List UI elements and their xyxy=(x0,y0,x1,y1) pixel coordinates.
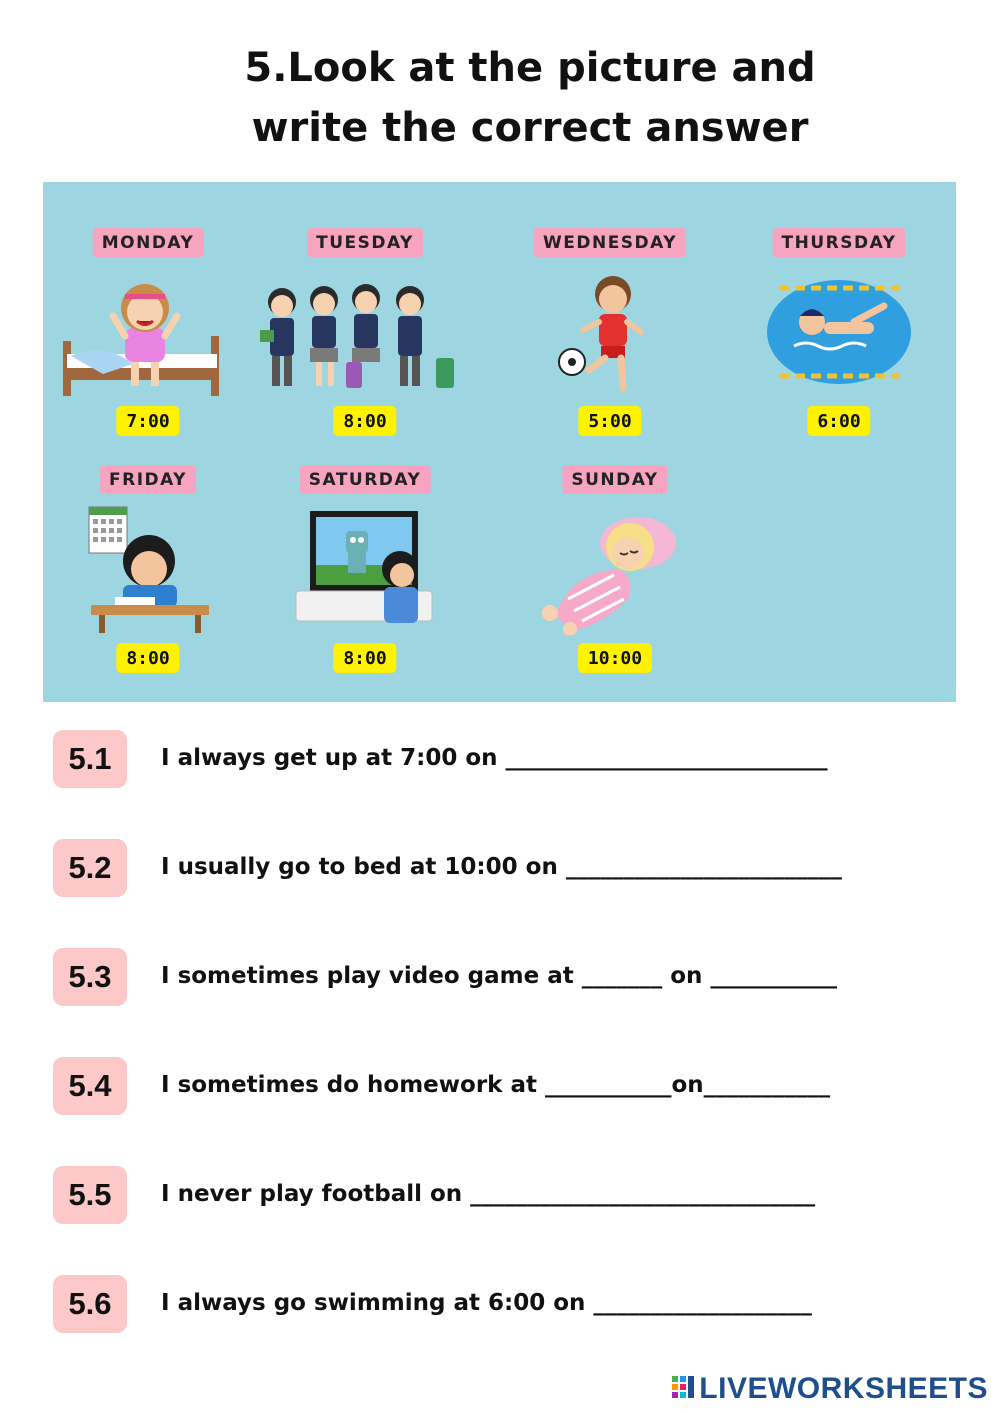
question-text[interactable]: I always get up at 7:00 on ____________________________ xyxy=(161,745,828,771)
day-label: FRIDAY xyxy=(100,465,196,494)
question-5-2 xyxy=(53,839,953,899)
time-badge: 8:00 xyxy=(333,406,396,436)
time-badge: 8:00 xyxy=(333,643,396,673)
liveworksheets-logo-icon xyxy=(671,1375,695,1404)
time-badge: 7:00 xyxy=(116,406,179,436)
question-text[interactable]: I sometimes do homework at ___________on___________ xyxy=(161,1072,831,1098)
girl-waking-up-icon xyxy=(43,266,253,398)
question-number: 5.1 xyxy=(53,730,127,788)
question-number: 5.3 xyxy=(53,948,127,1006)
question-text[interactable]: I never play football on ______________________________ xyxy=(161,1181,816,1207)
schedule-item-monday xyxy=(43,228,253,453)
day-label: THURSDAY xyxy=(773,228,906,257)
schedule-item-tuesday xyxy=(260,228,470,453)
schedule-item-thursday xyxy=(734,228,944,453)
question-number: 5.2 xyxy=(53,839,127,897)
question-5-1 xyxy=(53,730,953,790)
title-line-1: 5.Look at the picture and xyxy=(244,45,816,91)
title-line-2: write the correct answer xyxy=(251,105,809,151)
brand-footer xyxy=(671,1372,988,1406)
question-text[interactable]: I sometimes play video game at _______ on ___________ xyxy=(161,963,837,989)
question-number: 5.4 xyxy=(53,1057,127,1115)
schedule-item-saturday xyxy=(260,465,470,690)
girl-sleeping-icon xyxy=(510,503,720,635)
boy-playing-football-icon xyxy=(505,266,715,398)
question-number: 5.5 xyxy=(53,1166,127,1224)
students-going-to-school-icon xyxy=(260,266,470,398)
time-badge: 5:00 xyxy=(578,406,641,436)
day-label: SATURDAY xyxy=(300,465,431,494)
question-number: 5.6 xyxy=(53,1275,127,1333)
question-text[interactable]: I usually go to bed at 10:00 on ________________________ xyxy=(161,854,842,880)
question-5-5 xyxy=(53,1166,953,1226)
question-5-3 xyxy=(53,948,953,1008)
day-label: TUESDAY xyxy=(307,228,423,257)
schedule-item-wednesday xyxy=(505,228,715,453)
schedule-panel xyxy=(43,182,956,702)
time-badge: 6:00 xyxy=(807,406,870,436)
brand-name: LIVEWORKSHEETS xyxy=(699,1372,988,1405)
question-5-4 xyxy=(53,1057,953,1117)
day-label: MONDAY xyxy=(93,228,204,257)
man-swimming-icon xyxy=(734,266,944,398)
boy-doing-homework-icon xyxy=(43,503,253,635)
question-5-6 xyxy=(53,1275,953,1335)
day-label: WEDNESDAY xyxy=(534,228,686,257)
boy-playing-video-game-icon xyxy=(260,503,470,635)
time-badge: 10:00 xyxy=(578,643,652,673)
time-badge: 8:00 xyxy=(116,643,179,673)
schedule-item-friday xyxy=(43,465,253,690)
schedule-item-sunday xyxy=(510,465,720,690)
question-text[interactable]: I always go swimming at 6:00 on ___________________ xyxy=(161,1290,812,1316)
page-title xyxy=(0,38,1000,158)
day-label: SUNDAY xyxy=(562,465,667,494)
